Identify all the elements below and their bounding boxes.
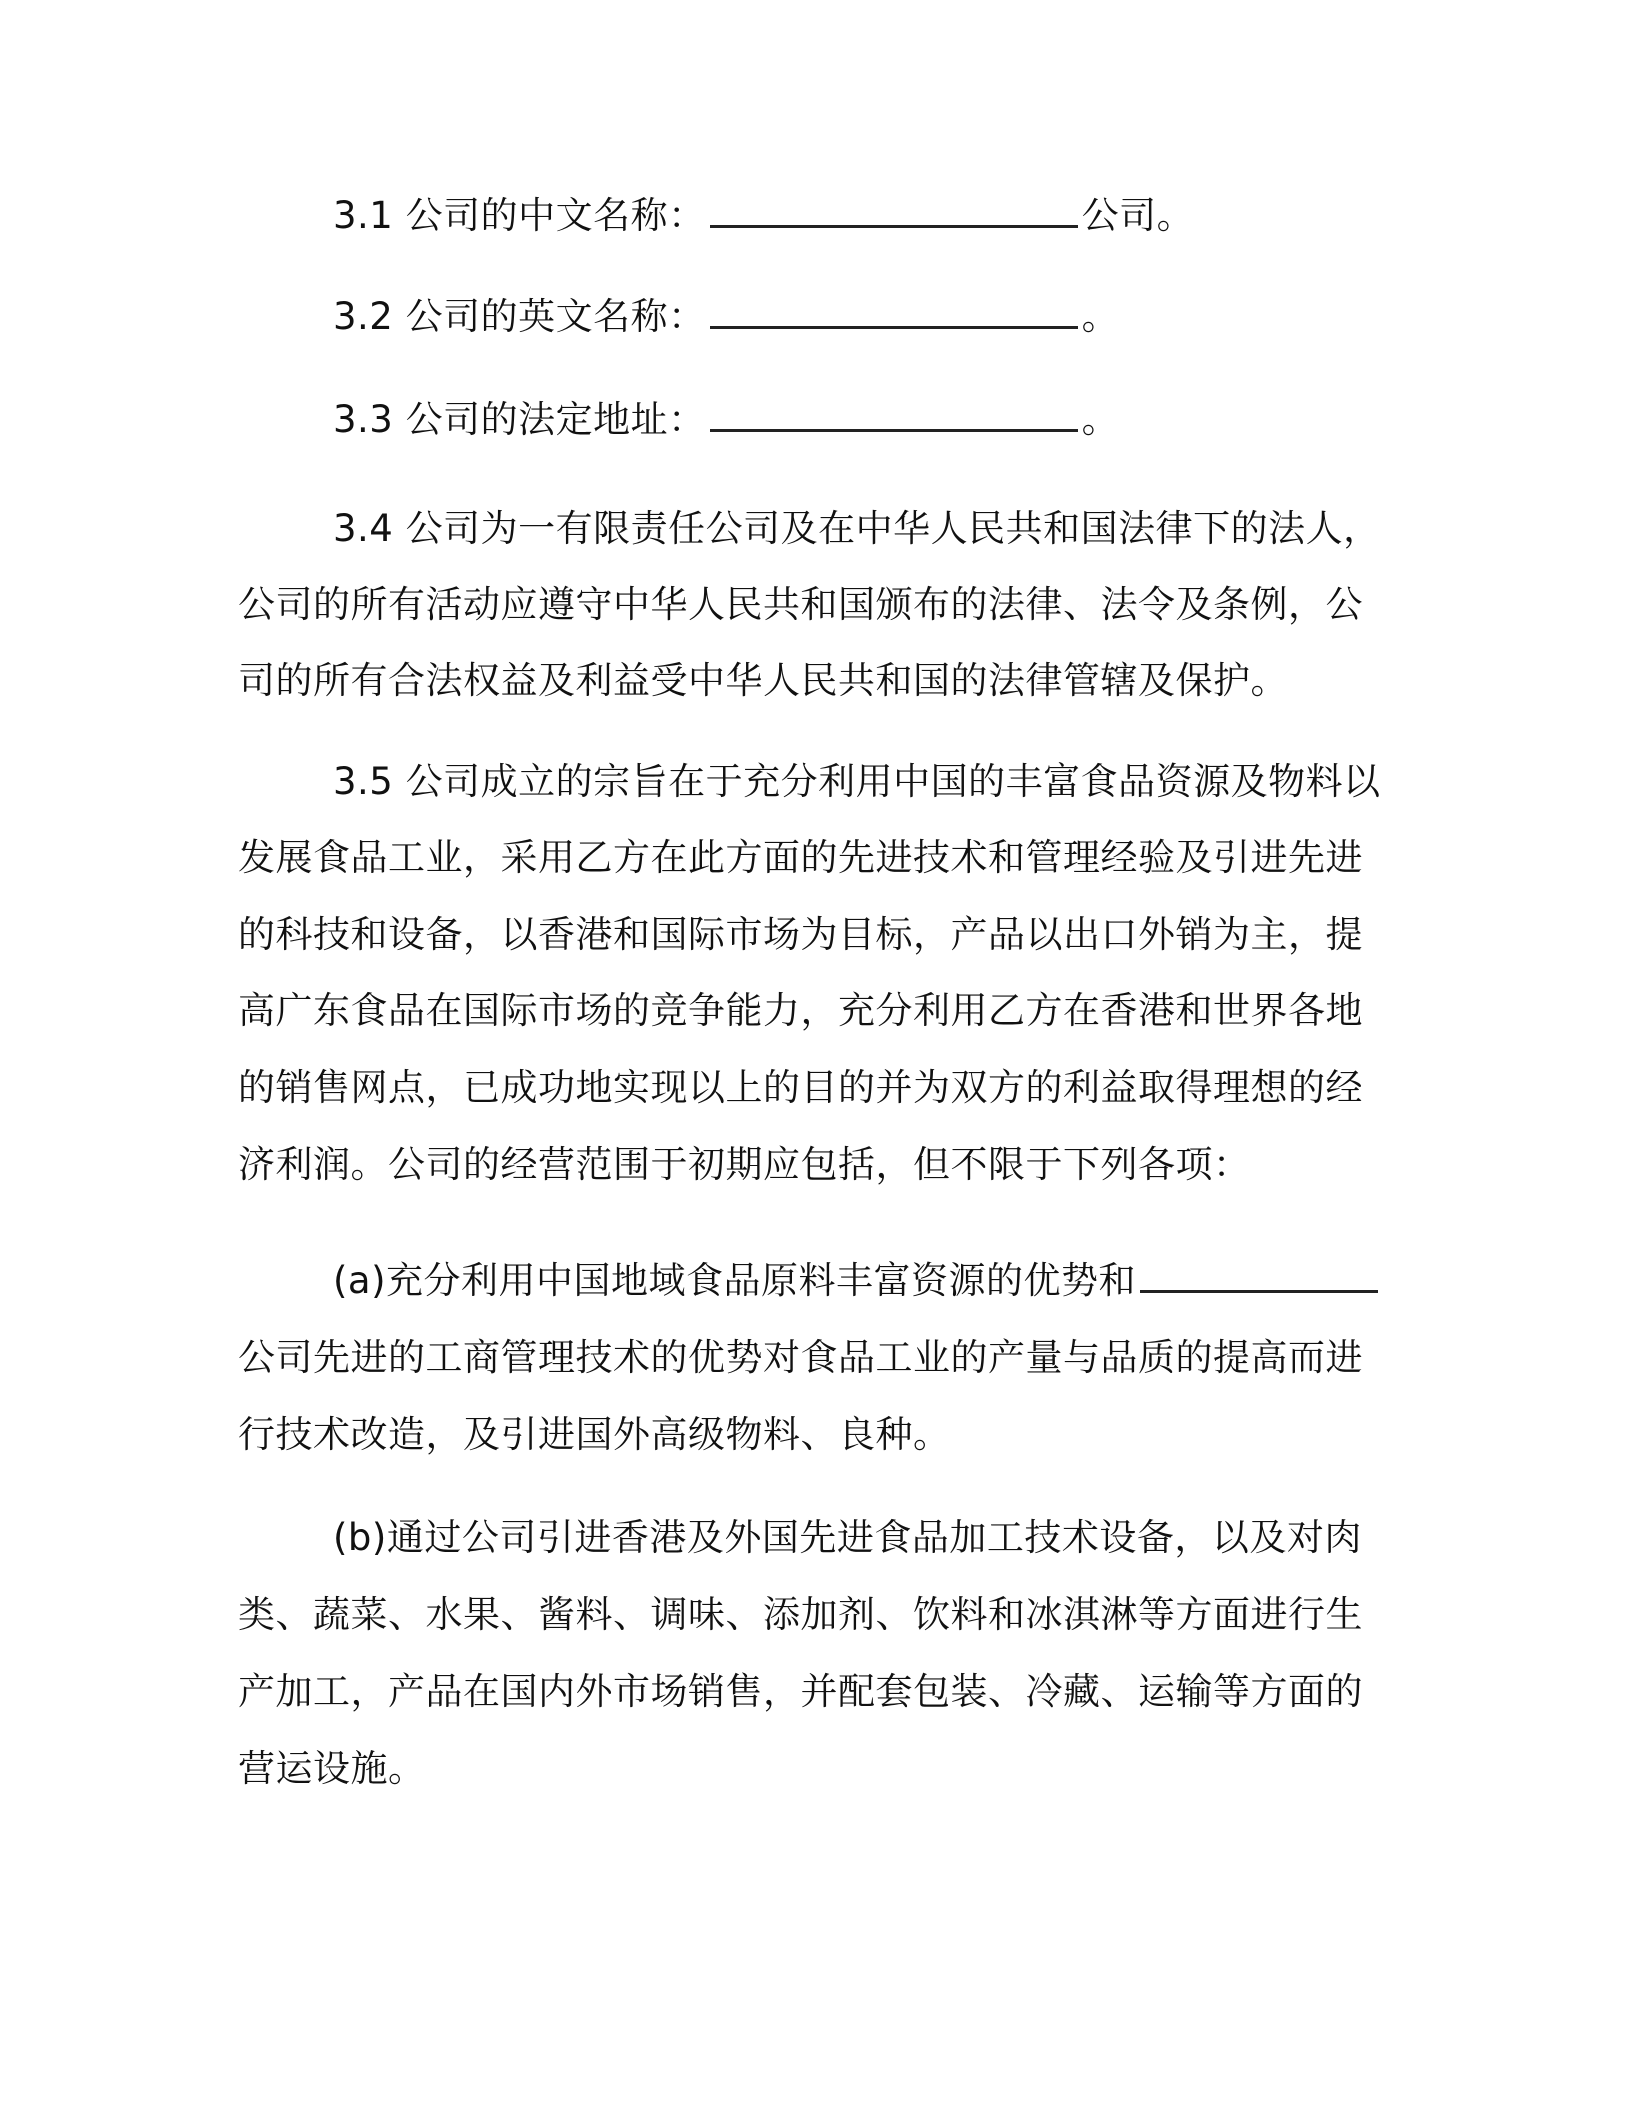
clause-3-5-line: 3.5 公司成立的宗旨在于充分利用中国的丰富食品资源及物料以 [333, 760, 1381, 803]
clause-3-2 [333, 292, 1493, 342]
item-b-line: 类、蔬菜、水果、酱料、调味、添加剂、饮料和冰淇淋等方面进行生 [238, 1593, 1363, 1636]
clause-3-5-line: 的科技和设备，以香港和国际市场为目标，产品以出口外销为主，提 [238, 913, 1363, 956]
clause-3-4-line: 司的所有合法权益及利益受中华人民共和国的法律管辖及保护。 [238, 659, 1288, 702]
item-b-line: 产加工，产品在国内外市场销售，并配套包装、冷藏、运输等方面的 [238, 1670, 1363, 1713]
item-b-line: (b)通过公司引进香港及外国先进食品加工技术设备，以及对肉 [333, 1516, 1362, 1559]
chinese-name-blank [710, 197, 1078, 228]
clause-3-5-line: 的销售网点，已成功地实现以上的目的并为双方的利益取得理想的经 [238, 1066, 1363, 1109]
item-b-line: 营运设施。 [238, 1747, 426, 1790]
item-a-text: (a)充分利用中国地域食品原料丰富资源的优势和 [333, 1259, 1137, 1302]
clause-3-2-label: 3.2 公司的英文名称： [333, 295, 706, 338]
item-a-first-line [333, 1256, 1493, 1306]
item-a-line: 行技术改造，及引进国外高级物料、良种。 [238, 1413, 951, 1456]
clause-3-5-line: 济利润。公司的经营范围于初期应包括，但不限于下列各项： [238, 1143, 1251, 1186]
english-name-blank [710, 298, 1078, 329]
clause-3-1 [333, 191, 1493, 241]
clause-3-3 [333, 395, 1493, 445]
legal-address-blank [710, 401, 1078, 432]
item-a-line: 公司先进的工商管理技术的优势对食品工业的产量与品质的提高而进 [238, 1336, 1363, 1379]
clause-3-3-suffix: 。 [1081, 398, 1120, 441]
clause-3-5-line: 发展食品工业，采用乙方在此方面的先进技术和管理经验及引进先进 [238, 836, 1363, 879]
clause-3-4-line: 3.4 公司为一有限责任公司及在中华人民共和国法律下的法人， [333, 507, 1381, 550]
partner-company-blank [1140, 1262, 1378, 1293]
clause-3-1-suffix: 公司。 [1081, 194, 1195, 237]
clause-3-1-label: 3.1 公司的中文名称： [333, 194, 706, 237]
clause-3-3-label: 3.3 公司的法定地址： [333, 398, 706, 441]
clause-3-5-line: 高广东食品在国际市场的竞争能力，充分利用乙方在香港和世界各地 [238, 989, 1363, 1032]
clause-3-2-suffix: 。 [1081, 295, 1120, 338]
clause-3-4-line: 公司的所有活动应遵守中华人民共和国颁布的法律、法令及条例，公 [238, 583, 1363, 626]
